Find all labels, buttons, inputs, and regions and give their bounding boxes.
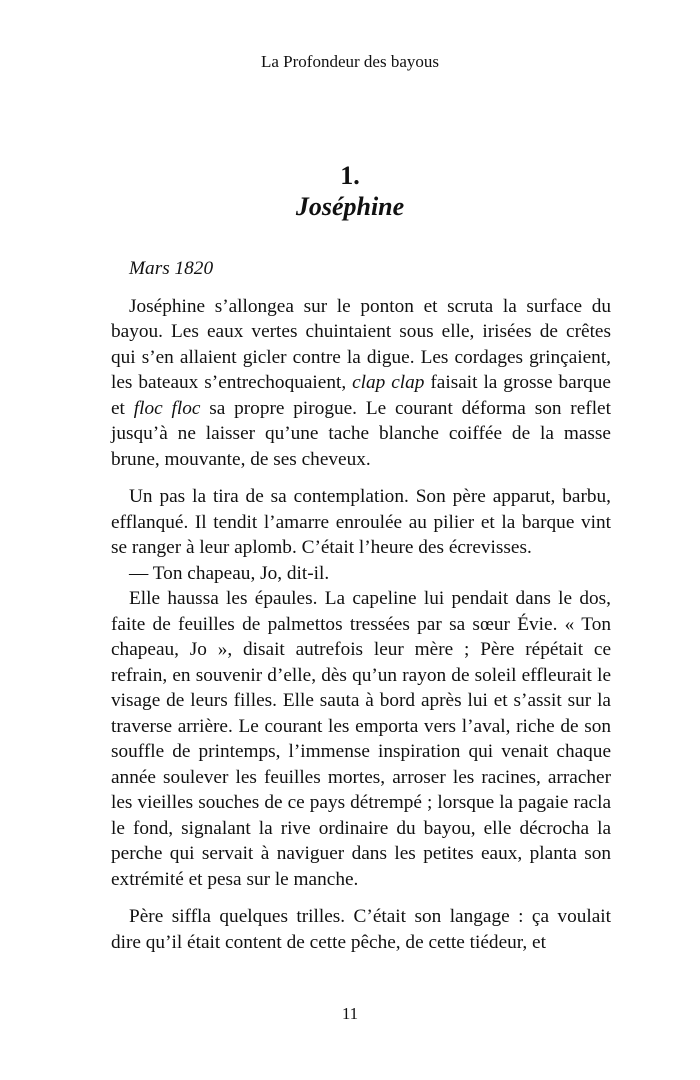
onomatopoeia-clap-clap: clap clap: [352, 372, 425, 393]
onomatopoeia-floc-floc: floc floc: [133, 397, 201, 419]
paragraph-3: Elle haussa les épaules. La capeline lui pendait dans le dos, faite de feuilles de palmettos tressées par sa sœur Évie. « Ton chapeau, Jo », disait autrefois leur mère ; Père répétait ce refrain, en souvenir d’elle, dès qu’un rayon de soleil effleurait le visage de leurs filles. Elle sauta à bord après lui et s’assit sur la traverse arrière. Le courant les emporta vers l’aval, riche de son souffle de printemps, l’immense inspiration qui venait chaque année soulever les feuilles mortes, arroser les racines, arracher les vieilles souches de ce pays détrempé ; lorsque la pagaie racla le fond, signalant la rive ordinaire du bayou, elle décrocha la perche qui servait à naviguer dans les petites eaux, planta son extrémité et pesa sur le manche.: [111, 588, 611, 890]
dateline: Mars 1820: [129, 258, 214, 279]
paragraph-1: [111, 294, 611, 473]
chapter-title: Joséphine: [295, 192, 405, 221]
body-text: [111, 256, 611, 955]
paragraph-2: Un pas la tira de sa contemplation. Son père apparut, barbu, efflanqué. Il tendit l’amarre enroulée au pilier et la barque vint se ranger à leur aplomb. C’était l’heure des écrevisses.: [111, 486, 611, 558]
paragraph-1-text-b: faisait la grosse barque et: [111, 372, 611, 419]
page-number: 11: [341, 1004, 359, 1023]
dialogue-line: — Ton chapeau, Jo, dit-il.: [129, 562, 330, 584]
paragraph-1-text-a: Joséphine s’allongea sur le ponton et scruta la surface du bayou. Les eaux vertes chuintaient sous elle, irisées de crêtes qui s’en allaient gicler contre la digue. Les cordages grinçaient, les bateaux s’entrechoquaient,: [111, 295, 611, 393]
paragraph-4: Père siffla quelques trilles. C’était son langage : ça voulait dire qu’il était content de cette pêche, de cette tiédeur, et: [111, 906, 611, 953]
chapter-number: 1.: [340, 161, 360, 190]
paragraph-1-text-c: sa propre pirogue. Le courant déforma son reflet jusqu’à ne laisser qu’une tache blanche coiffée de la masse brune, mouvante, de ses cheveux.: [111, 397, 611, 470]
running-head: La Profondeur des bayous: [261, 52, 439, 71]
